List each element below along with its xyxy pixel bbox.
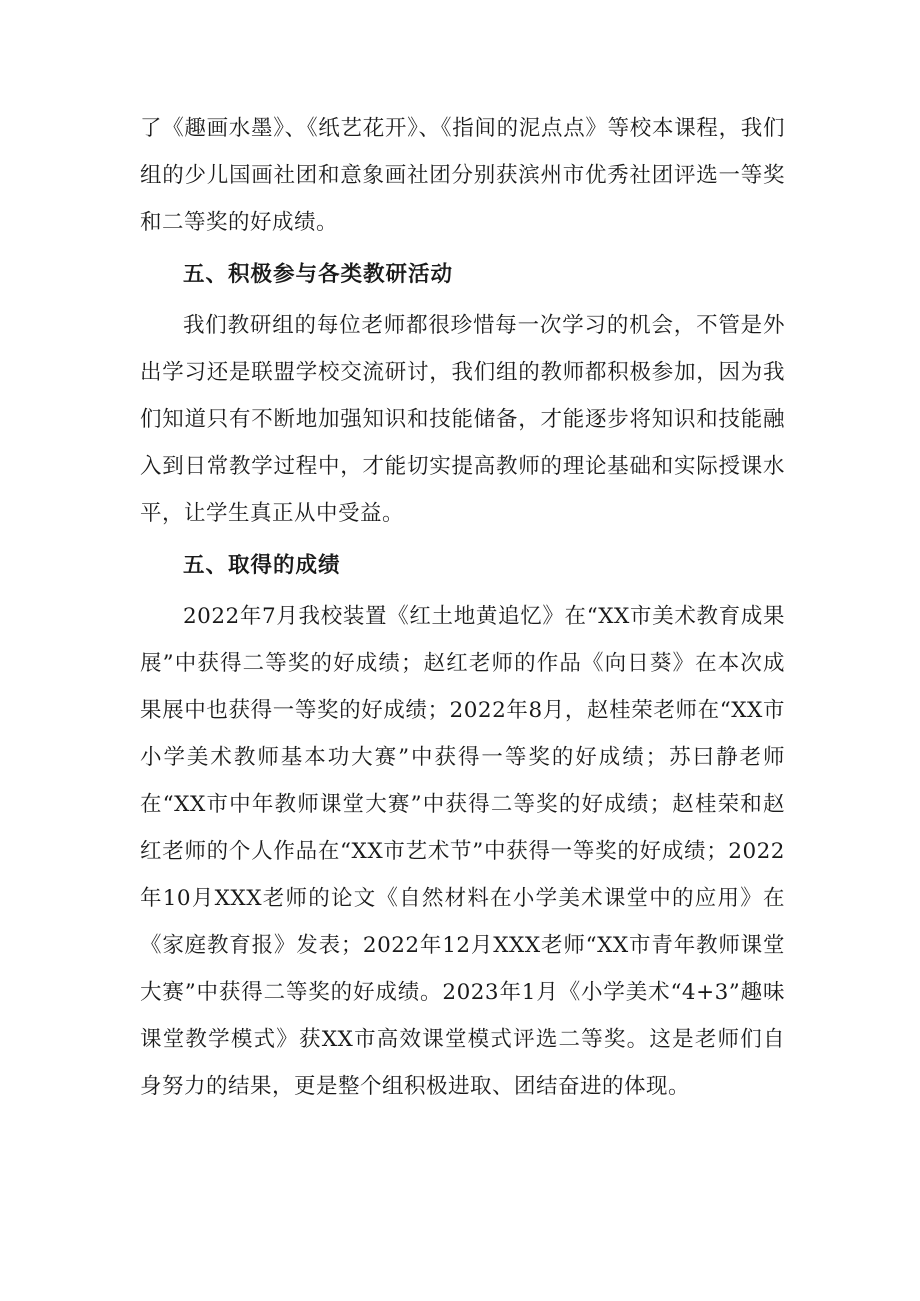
paragraph-research-activities: 我们教研组的每位老师都很珍惜每一次学习的机会，不管是外出学习还是联盟学校交流研讨，我们组的教师都积极参加，因为我们知道只有不断地加强知识和技能储备，才能逐步将知识和技能融入到日常教学过程中，才能切实提高教师的理论基础和实际授课水平，让学生真正从中受益。 (140, 313, 785, 526)
section-heading-research-activities: 五、积极参与各类教研活动 (183, 262, 454, 287)
paragraph-courses-and-clubs: 了《趣画水墨》、《纸艺花开》、《指间的泥点点》等校本课程，我们组的少儿国画社团和意象画社团分别获滨州市优秀社团评选一等奖和二等奖的好成绩。 (140, 116, 785, 235)
section-heading-achievements: 五、取得的成绩 (183, 553, 341, 578)
document-body (140, 105, 785, 1110)
paragraph-achievements: 2022年7月我校装置《红土地黄追忆》在“XX市美术教育成果展”中获得二等奖的好成绩；赵红老师的作品《向日葵》在本次成果展中也获得一等奖的好成绩；2022年8月，赵桂荣老师在“XX市小学美术教师基本功大赛”中获得一等奖的好成绩；苏曰静老师在“XX市中年教师课堂大赛”中获得二等奖的好成绩；赵桂荣和赵红老师的个人作品在“XX市艺术节”中获得一等奖的好成绩；2022年10月XXX老师的论文《自然材料在小学美术课堂中的应用》在《家庭教育报》发表；2022年12月XXX老师“XX市青年教师课堂大赛”中获得二等奖的好成绩。2023年1月《小学美术“4+3”趣味课堂教学模式》获XX市高效课堂模式评选二等奖。这是老师们自身努力的结果，更是整个组积极进取、团结奋进的体现。 (140, 604, 785, 1099)
